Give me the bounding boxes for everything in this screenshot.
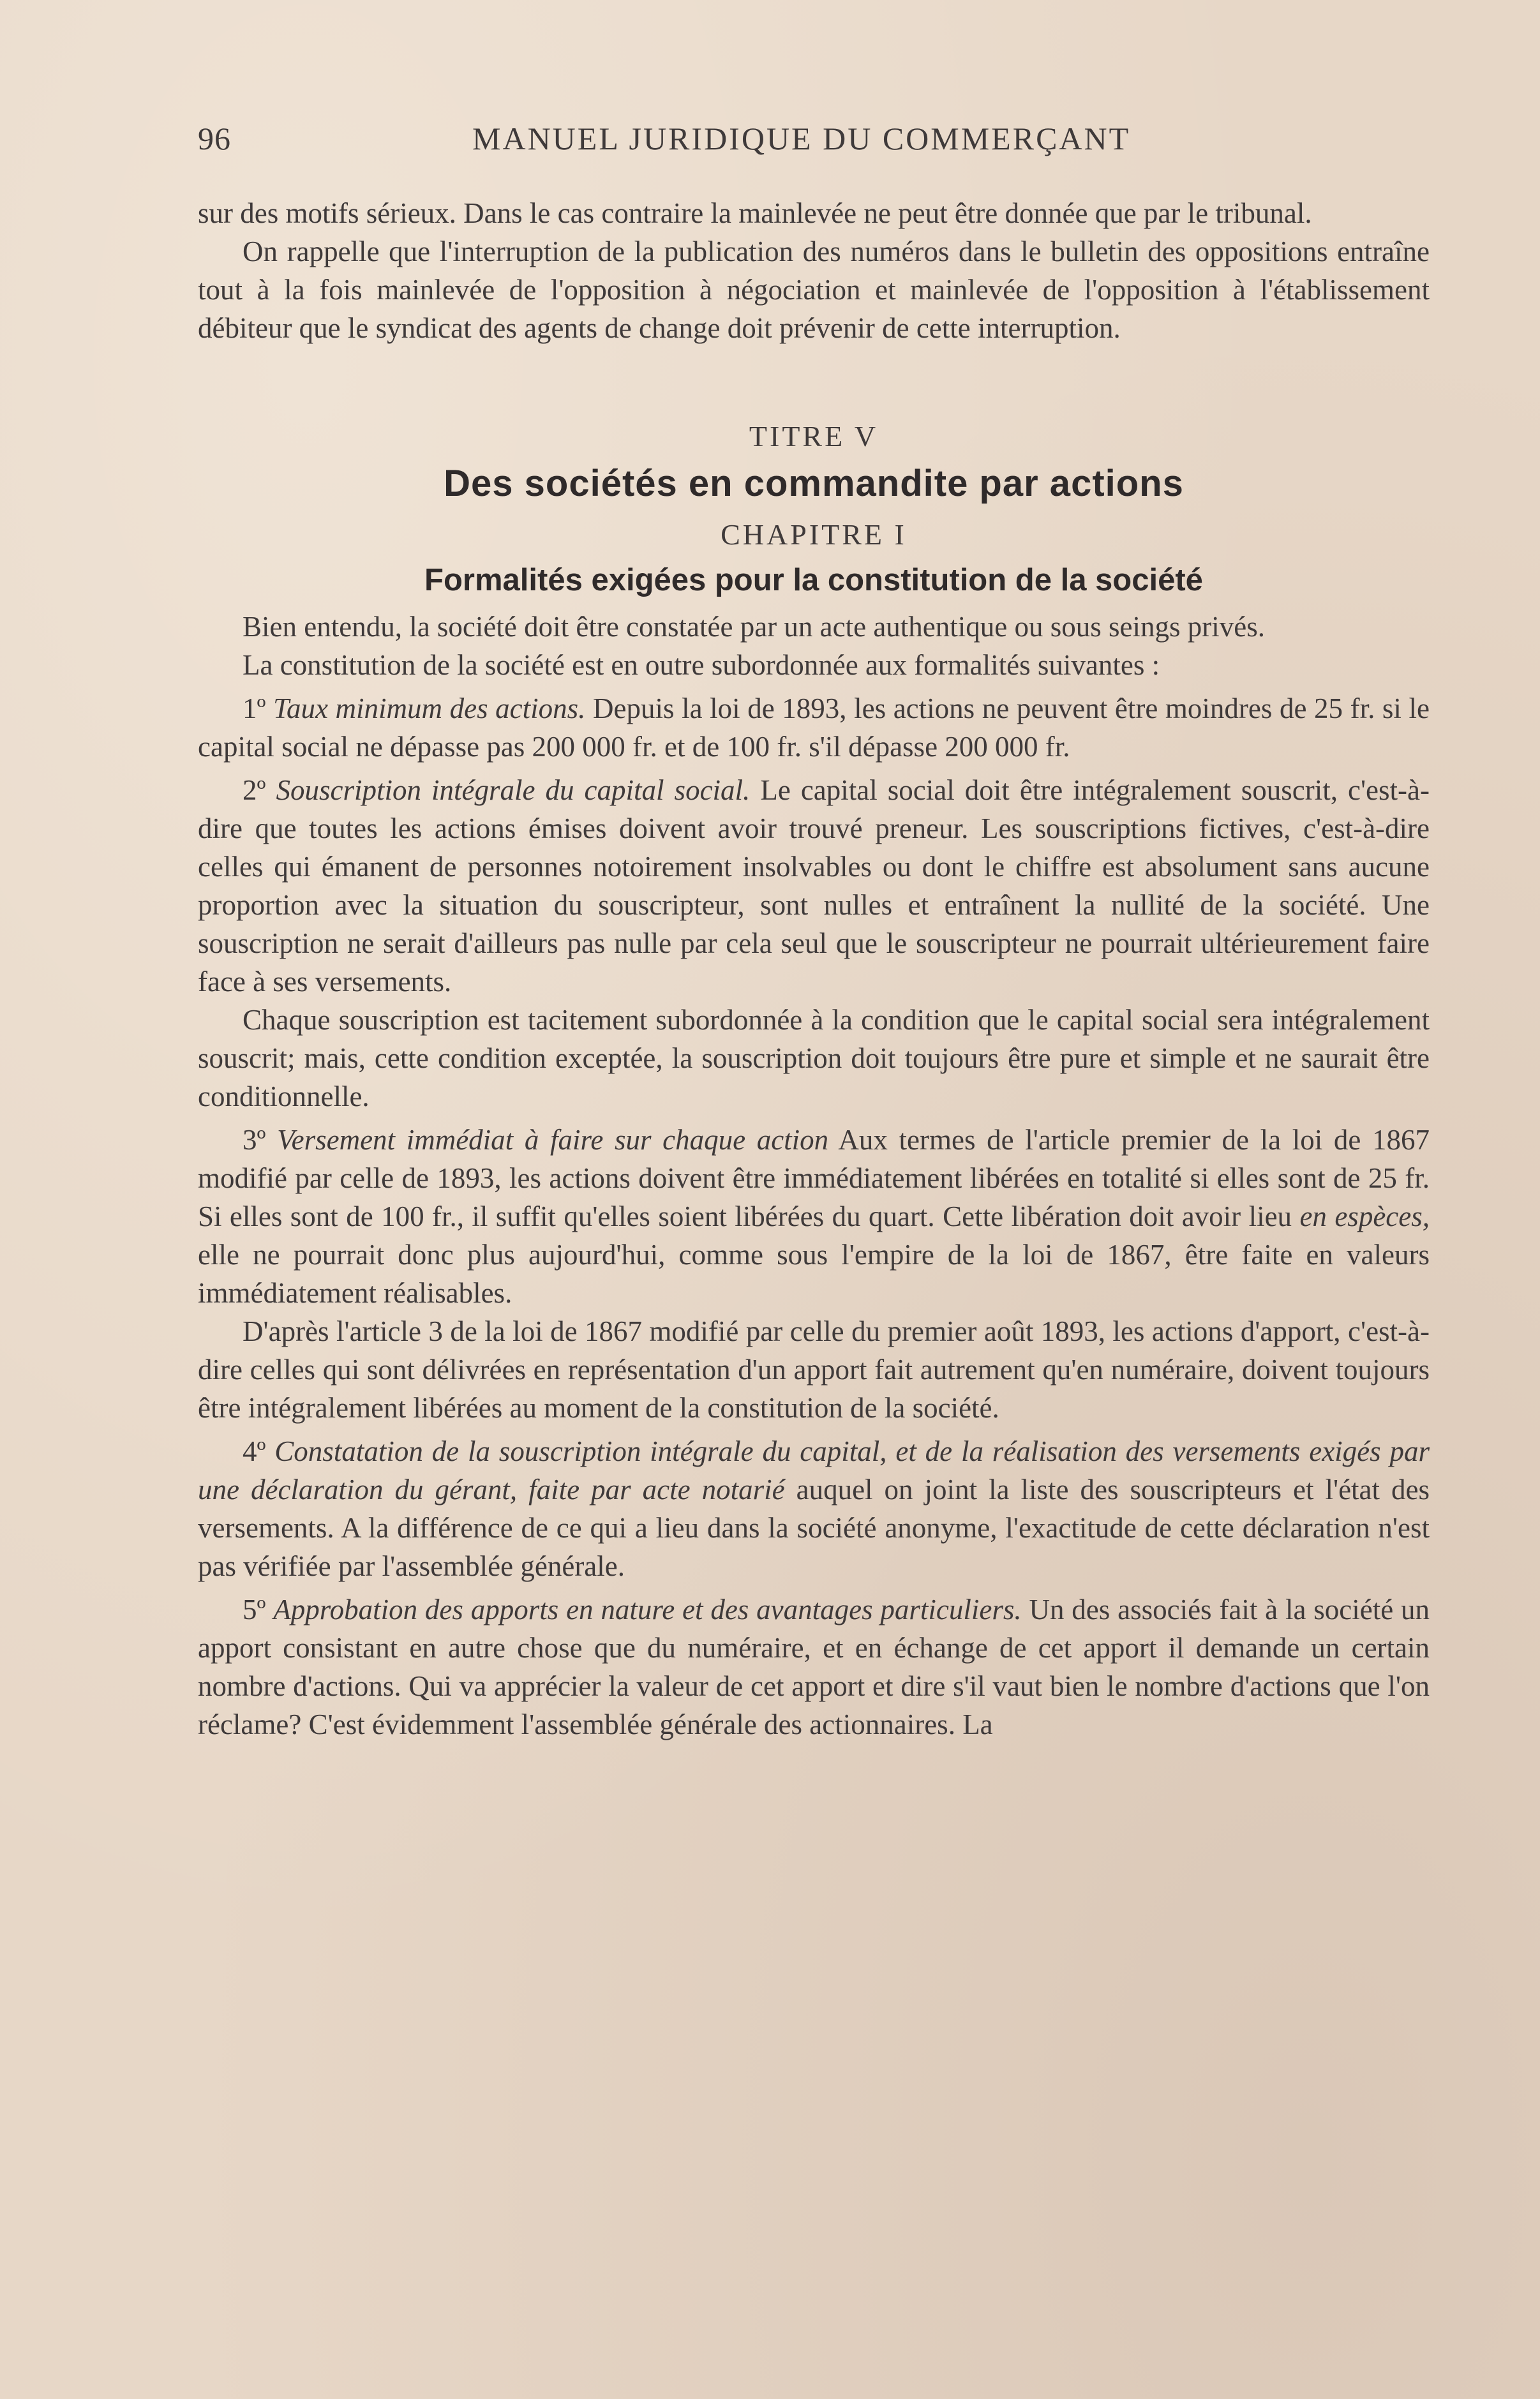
paragraph-constatation	[198, 1432, 1430, 1585]
item-text-taux-minimum: Depuis la loi de 1893, les actions ne peuvent être moindres de 25 fr. si le capital social ne dépasse pas 200 000 fr. et de 100 fr. s'il dépasse 200 000 fr.	[198, 692, 1430, 763]
page-body	[198, 194, 1430, 1744]
item-emphasis-especes: en espèces,	[1299, 1200, 1430, 1232]
item-text-constatation: auquel on joint la liste des souscripteurs et l'état des versements. A la différence de ce qui a lieu dans la société anonyme, l'exactitude de cette déclaration n'est pas vérifiée par l'assemblée générale.	[198, 1474, 1430, 1582]
paragraph-continued: sur des motifs sérieux. Dans le cas contraire la mainlevée ne peut être donnée que par le tribunal.	[198, 197, 1312, 229]
item-text-versement-a: Aux termes de l'article premier de la loi de 1867 modifié par celle de 1893, les actions doivent être immédiatement libérées en totalité si elles sont de 25 fr. Si elles sont de 100 fr., il suffit qu'elles soient libérées du quart. Cette libération doit avoir lieu	[198, 1124, 1430, 1232]
item-number-3: 3º	[243, 1124, 266, 1156]
paragraph-versement-immediat	[198, 1121, 1430, 1312]
item-number-1: 1º	[243, 692, 266, 724]
titre-label: TITRE V	[749, 420, 879, 452]
paragraph-approbation-apports	[198, 1590, 1430, 1744]
chapitre-label: CHAPITRE I	[721, 518, 907, 551]
item-text-souscription: Le capital social doit être intégralement souscrit, c'est-à-dire que toutes les actions émises doivent avoir trouvé preneur. Les souscriptions fictives, c'est-à-dire celles qui émanent de personnes notoirement insolvables ou dont le chiffre est absolument sans aucune proportion avec la situation du souscripteur, sont nulles et entraînent la nullité de la société. Une souscription ne serait d'ailleurs pas nulle par cela seul que le souscripteur ne pourrait ultérieurement faire face à ses versements.	[198, 774, 1430, 998]
page-header	[198, 120, 1436, 171]
item-number-2: 2º	[243, 774, 266, 806]
page-number: 96	[198, 121, 231, 156]
paragraph-souscription-integrale	[198, 771, 1430, 1001]
paragraph-actions-apport: D'après l'article 3 de la loi de 1867 modifié par celle du premier août 1893, les actions d'apport, c'est-à-dire celles qui sont délivrées en représentation d'un apport fait autrement qu'en numéraire, doivent toujours être intégralement libérées au moment de la constitution de la société.	[198, 1315, 1430, 1424]
paragraph-interruption: On rappelle que l'interruption de la publication des numéros dans le bulletin des oppositions entraîne tout à la fois mainlevée de l'opposition à négociation et mainlevée de l'opposition à l'établissement débiteur que le syndicat des agents de change doit prévenir de cette interruption.	[198, 235, 1430, 344]
item-text-approbation: Un des associés fait à la société un apport consistant en autre chose que du numéraire, et en échange de cet apport il demande un certain nombre d'actions. Qui va apprécier la valeur de cet apport et dire s'il vaut bien le nombre d'actions que l'on réclame? C'est évidemment l'assemblée générale des actionnaires. La	[198, 1594, 1430, 1740]
item-number-5: 5º	[243, 1594, 266, 1625]
titre-title: Des sociétés en commandite par actions	[444, 463, 1184, 504]
chapitre-title: Formalités exigées pour la constitution de la société	[424, 563, 1203, 597]
paragraph-formalites: La constitution de la société est en outre subordonnée aux formalités suivantes :	[243, 649, 1160, 681]
item-number-4: 4º	[243, 1435, 266, 1467]
paragraph-chaque-souscription: Chaque souscription est tacitement subordonnée à la condition que le capital social sera intégralement souscrit; mais, cette condition exceptée, la souscription doit toujours être pure et simple et ne saurait être conditionnelle.	[198, 1004, 1430, 1112]
item-title-constatation: Constatation de la souscription intégrale du capital, et de la réalisation des versements exigés par une déclaration du gérant, faite par acte notarié	[198, 1435, 1430, 1506]
item-title-souscription: Souscription intégrale du capital social.	[276, 774, 751, 806]
item-title-approbation: Approbation des apports en nature et des avantages particuliers.	[273, 1594, 1022, 1625]
paragraph-acte: Bien entendu, la société doit être constatée par un acte authentique ou sous seings privés.	[243, 611, 1266, 643]
item-title-taux-minimum: Taux minimum des actions.	[273, 692, 586, 724]
running-title: MANUEL JURIDIQUE DU COMMERÇANT	[472, 121, 1131, 156]
item-title-versement: Versement immédiat à faire sur chaque action	[277, 1124, 829, 1156]
item-text-versement-b: elle ne pourrait donc plus aujourd'hui, comme sous l'empire de la loi de 1867, être faite en valeurs immédiatement réalisables.	[198, 1239, 1430, 1309]
paragraph-taux-minimum	[198, 689, 1430, 766]
